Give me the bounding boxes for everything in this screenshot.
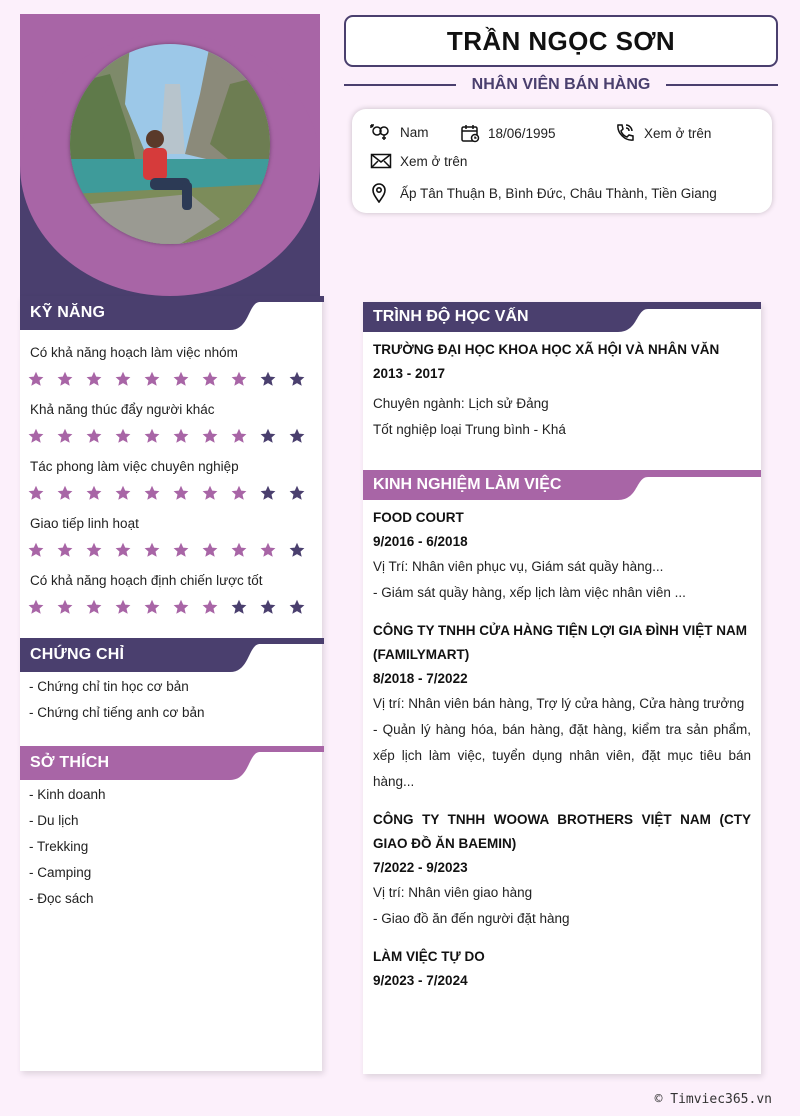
name-box xyxy=(344,15,778,67)
star-filled-icon xyxy=(144,540,173,560)
star-filled-icon xyxy=(86,369,115,389)
job-period: 9/2016 - 6/2018 xyxy=(373,534,468,549)
star-filled-icon xyxy=(260,540,289,560)
star-filled-icon xyxy=(202,369,231,389)
star-filled-icon xyxy=(173,426,202,446)
copyright-footer: © Timviec365.vn xyxy=(654,1092,772,1107)
skill-rating xyxy=(28,540,318,560)
experience-header xyxy=(363,470,761,500)
education-heading: TRÌNH ĐỘ HỌC VẤN xyxy=(373,308,529,325)
contact-email: Xem ở trên xyxy=(370,153,467,169)
star-filled-icon xyxy=(57,369,86,389)
star-empty-icon xyxy=(260,426,289,446)
star-filled-icon xyxy=(115,369,144,389)
photo-block xyxy=(20,14,320,296)
star-empty-icon xyxy=(289,369,318,389)
skill-name: Có khả năng hoạch định chiến lược tốt xyxy=(30,573,263,588)
star-empty-icon xyxy=(289,597,318,617)
star-filled-icon xyxy=(57,540,86,560)
star-filled-icon xyxy=(115,540,144,560)
email-icon xyxy=(370,153,392,169)
certificates-heading: CHỨNG CHỈ xyxy=(30,646,125,663)
star-filled-icon xyxy=(144,483,173,503)
job-period: 7/2022 - 9/2023 xyxy=(373,860,468,875)
job-position: Vị Trí: Nhân viên phục vụ, Giám sát quầy hàng... xyxy=(373,559,664,574)
job-company: LÀM VIỆC TỰ DO xyxy=(373,949,485,964)
star-filled-icon xyxy=(231,483,260,503)
job-position: Vị trí: Nhân viên giao hàng xyxy=(373,885,533,900)
skill-rating xyxy=(28,369,318,389)
education-major: Chuyên ngành: Lịch sử Đảng xyxy=(373,396,549,411)
job-period: 9/2023 - 7/2024 xyxy=(373,973,468,988)
certificates-header xyxy=(20,638,324,672)
skill-rating xyxy=(28,426,318,446)
star-filled-icon xyxy=(86,540,115,560)
hobbies-header xyxy=(20,746,324,780)
star-filled-icon xyxy=(57,426,86,446)
education-grade: Tốt nghiệp loại Trung bình - Khá xyxy=(373,422,566,437)
star-filled-icon xyxy=(115,426,144,446)
left-panel xyxy=(20,296,322,1071)
star-filled-icon xyxy=(231,369,260,389)
calendar-icon xyxy=(460,123,480,143)
avatar xyxy=(70,44,270,244)
star-filled-icon xyxy=(115,597,144,617)
contact-card xyxy=(352,109,772,213)
education-school: TRƯỜNG ĐẠI HỌC KHOA HỌC XÃ HỘI VÀ NHÂN VĂN xyxy=(373,342,720,357)
star-filled-icon xyxy=(144,426,173,446)
star-filled-icon xyxy=(28,369,57,389)
job-company: CÔNG TY TNHH CỬA HÀNG TIỆN LỢI GIA ĐÌNH VIỆT NAM (FAMILYMART) xyxy=(373,623,747,662)
contact-phone: Xem ở trên xyxy=(614,123,711,143)
star-filled-icon xyxy=(86,483,115,503)
contact-address: Ấp Tân Thuận B, Bình Đức, Châu Thành, Tiền Giang xyxy=(370,183,717,203)
education-header xyxy=(363,302,761,332)
experience-heading: KINH NGHIỆM LÀM VIỆC xyxy=(373,476,562,493)
skill-name: Khả năng thúc đẩy người khác xyxy=(30,402,215,417)
skill-name: Có khả năng hoạch làm việc nhóm xyxy=(30,345,238,360)
phone-icon xyxy=(614,123,636,143)
skills-header xyxy=(20,296,324,330)
star-filled-icon xyxy=(28,540,57,560)
star-empty-icon xyxy=(260,369,289,389)
right-panel xyxy=(363,302,761,1074)
star-filled-icon xyxy=(202,426,231,446)
job-description: - Giao đồ ăn đến người đặt hàng xyxy=(373,911,570,926)
hobby-item: - Du lịch xyxy=(29,813,79,828)
star-filled-icon xyxy=(115,483,144,503)
contact-birthdate: 18/06/1995 xyxy=(460,123,556,143)
star-empty-icon xyxy=(231,597,260,617)
certificate-item: - Chứng chỉ tin học cơ bản xyxy=(29,679,189,694)
star-filled-icon xyxy=(57,597,86,617)
job-company: CÔNG TY TNHH WOOWA BROTHERS VIỆT NAM (CTY GIAO ĐỒ ĂN BAEMIN) xyxy=(373,812,751,851)
star-filled-icon xyxy=(231,540,260,560)
star-filled-icon xyxy=(202,597,231,617)
star-filled-icon xyxy=(202,483,231,503)
star-filled-icon xyxy=(144,369,173,389)
star-filled-icon xyxy=(86,426,115,446)
star-filled-icon xyxy=(28,426,57,446)
star-empty-icon xyxy=(289,483,318,503)
star-empty-icon xyxy=(289,540,318,560)
star-filled-icon xyxy=(86,597,115,617)
hobby-item: - Trekking xyxy=(29,839,89,854)
star-empty-icon xyxy=(260,483,289,503)
star-filled-icon xyxy=(202,540,231,560)
star-filled-icon xyxy=(144,597,173,617)
job-description: - Giám sát quầy hàng, xếp lịch làm việc nhân viên ... xyxy=(373,585,686,600)
star-filled-icon xyxy=(173,483,202,503)
gender-icon xyxy=(370,123,392,141)
star-empty-icon xyxy=(260,597,289,617)
skill-rating xyxy=(28,597,318,617)
job-title: NHÂN VIÊN BÁN HÀNG xyxy=(471,76,651,93)
skills-heading: KỸ NĂNG xyxy=(30,304,106,321)
education-period: 2013 - 2017 xyxy=(373,366,446,381)
job-description: - Quản lý hàng hóa, bán hàng, đặt hàng, kiểm tra sản phẩm, xếp lịch làm việc, tuyển dụng nhân viên, đặt mục tiêu bán hàng... xyxy=(373,722,751,789)
skill-name: Tác phong làm việc chuyên nghiệp xyxy=(30,459,239,474)
location-pin-icon xyxy=(370,183,392,203)
star-filled-icon xyxy=(231,426,260,446)
contact-gender: Nam xyxy=(370,123,429,141)
star-filled-icon xyxy=(173,597,202,617)
job-title-row xyxy=(344,73,778,97)
hobby-item: - Đọc sách xyxy=(29,891,94,906)
skill-name: Giao tiếp linh hoạt xyxy=(30,516,139,531)
star-filled-icon xyxy=(173,369,202,389)
star-filled-icon xyxy=(28,597,57,617)
star-filled-icon xyxy=(28,483,57,503)
star-filled-icon xyxy=(57,483,86,503)
job-period: 8/2018 - 7/2022 xyxy=(373,671,468,686)
star-filled-icon xyxy=(173,540,202,560)
job-company: FOOD COURT xyxy=(373,510,464,525)
certificate-item: - Chứng chỉ tiếng anh cơ bản xyxy=(29,705,205,720)
full-name: TRẦN NGỌC SƠN xyxy=(446,25,676,56)
hobby-item: - Camping xyxy=(29,865,92,880)
job-position: Vị trí: Nhân viên bán hàng, Trợ lý cửa hàng, Cửa hàng trưởng xyxy=(373,696,745,711)
hobbies-heading: SỞ THÍCH xyxy=(30,754,110,771)
star-empty-icon xyxy=(289,426,318,446)
hobby-item: - Kinh doanh xyxy=(29,787,106,802)
skill-rating xyxy=(28,483,318,503)
